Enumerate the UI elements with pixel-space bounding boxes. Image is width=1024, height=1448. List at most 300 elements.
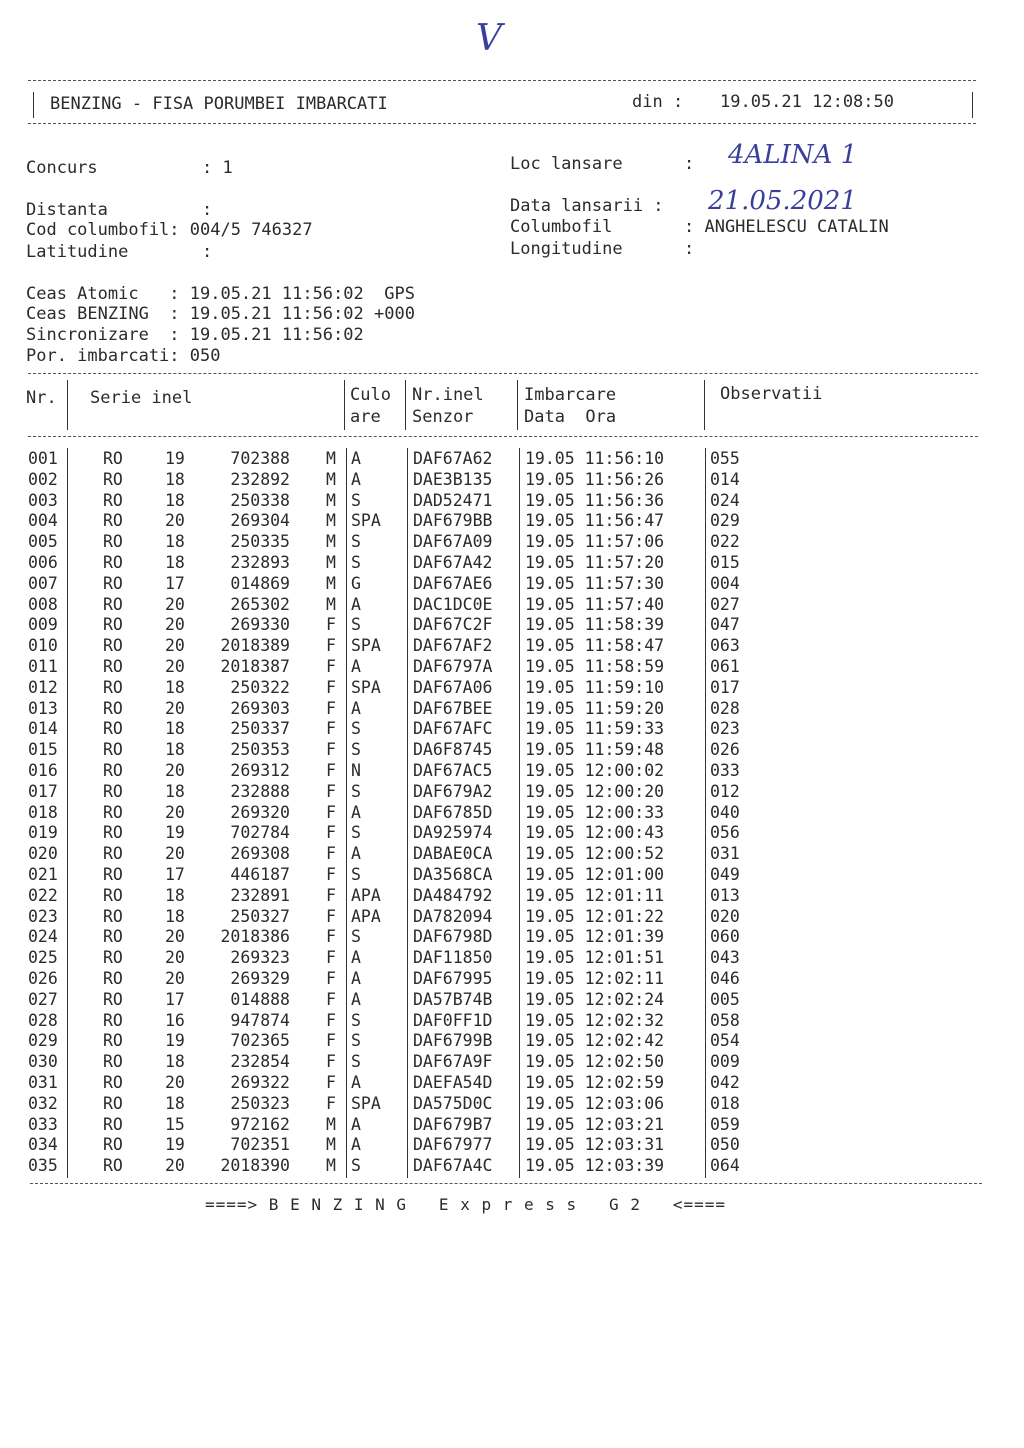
row-sensor: DAF679A2	[413, 781, 493, 801]
row-nr: 035	[28, 1156, 58, 1176]
row-time: 19.05 11:57:06	[525, 532, 665, 552]
table-row	[0, 448, 1024, 469]
row-obs: 042	[710, 1073, 740, 1092]
row-time: 19.05 12:01:22	[525, 906, 665, 926]
row-country: RO	[103, 865, 123, 884]
row-ring: 250335	[230, 532, 290, 552]
row-year: 18	[165, 906, 185, 926]
row-color: A	[351, 449, 361, 468]
table-row	[0, 760, 1024, 781]
row-sensor: DAF6799B	[413, 1031, 493, 1051]
row-color: G	[351, 573, 361, 593]
row-color: SPA	[351, 636, 381, 656]
header-sep-imbarcare	[704, 380, 705, 430]
row-year: 19	[165, 1135, 185, 1155]
row-country: RO	[103, 532, 123, 552]
row-ring: 269312	[230, 761, 290, 780]
row-obs: 027	[710, 594, 740, 614]
row-obs: 017	[710, 677, 740, 697]
header-right-border	[972, 92, 973, 118]
row-nr: 018	[28, 802, 58, 822]
row-sex: M	[326, 594, 336, 614]
row-sensor: DAE3B135	[413, 469, 493, 489]
row-year: 20	[165, 927, 185, 947]
row-color: S	[351, 781, 361, 801]
row-ring: 232854	[230, 1052, 290, 1072]
row-color: A	[351, 844, 361, 864]
row-time: 19.05 12:02:59	[525, 1073, 665, 1092]
row-ring: 269308	[230, 844, 290, 864]
col-header-senzor: Senzor	[412, 407, 474, 427]
row-country: RO	[103, 698, 123, 718]
table-row	[0, 531, 1024, 552]
row-color: APA	[351, 906, 381, 926]
row-ring: 265302	[230, 594, 290, 614]
data-lansarii-label: Data lansarii :	[510, 196, 664, 216]
row-time: 19.05 12:00:20	[525, 781, 665, 801]
row-ring: 250353	[230, 740, 290, 760]
row-obs: 063	[710, 636, 740, 656]
row-obs: 060	[710, 927, 740, 947]
table-row	[0, 802, 1024, 823]
row-sensor: DAF679B7	[413, 1114, 493, 1134]
row-ring: 250337	[230, 719, 290, 739]
table-row	[0, 656, 1024, 677]
row-country: RO	[103, 1010, 123, 1030]
row-nr: 028	[28, 1010, 58, 1030]
row-country: RO	[103, 989, 123, 1009]
row-year: 18	[165, 677, 185, 697]
row-year: 18	[165, 490, 185, 510]
row-sensor: DAF67A9F	[413, 1052, 493, 1072]
row-time: 19.05 11:57:40	[525, 594, 665, 614]
row-color: S	[351, 823, 361, 843]
row-obs: 040	[710, 802, 740, 822]
table-row	[0, 864, 1024, 885]
col-header-observatii: Observatii	[720, 384, 823, 404]
row-sex: M	[326, 511, 336, 531]
row-obs: 020	[710, 906, 740, 926]
col-header-imbarcare: Imbarcare	[524, 385, 617, 405]
row-time: 19.05 12:00:52	[525, 844, 665, 864]
din-label: din :	[632, 92, 684, 112]
row-color: A	[351, 1114, 361, 1134]
row-country: RO	[103, 969, 123, 988]
row-sex: M	[326, 1156, 336, 1176]
row-sex: F	[326, 844, 336, 864]
row-ring: 232891	[230, 885, 290, 905]
row-country: RO	[103, 1031, 123, 1051]
row-country: RO	[103, 490, 123, 510]
row-time: 19.05 11:58:39	[525, 615, 665, 635]
row-ring: 269322	[230, 1073, 290, 1092]
document-title: BENZING - FISA PORUMBEI IMBARCATI	[50, 94, 388, 114]
row-sensor: DAF67A06	[413, 677, 493, 697]
row-sensor: DAF67AFC	[413, 719, 493, 739]
row-nr: 030	[28, 1052, 58, 1072]
row-sensor: DA782094	[413, 906, 493, 926]
body-sep-culo-right	[407, 448, 408, 1178]
sincronizare: Sincronizare : 19.05.21 11:56:02	[26, 325, 364, 345]
row-color: A	[351, 989, 361, 1009]
row-country: RO	[103, 781, 123, 801]
row-country: RO	[103, 1093, 123, 1113]
loc-lansare-label: Loc lansare	[510, 154, 623, 174]
row-time: 19.05 11:58:47	[525, 636, 665, 656]
header-sep-serie	[344, 380, 345, 430]
table-row	[0, 926, 1024, 947]
row-obs: 015	[710, 553, 740, 572]
col-header-nrinel: Nr.inel	[412, 385, 484, 405]
row-nr: 026	[28, 969, 58, 988]
row-country: RO	[103, 844, 123, 864]
row-color: S	[351, 719, 361, 739]
header-sep-nr	[67, 380, 68, 430]
row-ring: 269304	[230, 511, 290, 531]
row-country: RO	[103, 1156, 123, 1176]
concurs-label: Concurs	[26, 158, 98, 178]
row-year: 18	[165, 469, 185, 489]
row-sex: F	[326, 802, 336, 822]
row-ring: 269323	[230, 948, 290, 968]
row-nr: 002	[28, 469, 58, 489]
row-year: 18	[165, 781, 185, 801]
row-ring: 014869	[230, 573, 290, 593]
row-nr: 020	[28, 844, 58, 864]
row-year: 20	[165, 1156, 185, 1176]
row-sensor: DAF0FF1D	[413, 1010, 493, 1030]
row-sensor: DAF6785D	[413, 802, 493, 822]
row-nr: 008	[28, 594, 58, 614]
row-sensor: DAF67A09	[413, 532, 493, 552]
row-time: 19.05 12:01:11	[525, 885, 665, 905]
row-color: S	[351, 927, 361, 947]
table-row	[0, 1114, 1024, 1135]
row-sex: M	[326, 469, 336, 489]
row-time: 19.05 12:00:33	[525, 802, 665, 822]
row-sensor: DAF67995	[413, 969, 493, 988]
row-obs: 056	[710, 823, 740, 843]
handwritten-mark: V	[476, 18, 502, 59]
row-nr: 019	[28, 823, 58, 843]
row-year: 18	[165, 532, 185, 552]
row-sensor: DA3568CA	[413, 865, 493, 884]
row-sensor: DAEFA54D	[413, 1073, 493, 1092]
row-ring: 972162	[230, 1114, 290, 1134]
row-sensor: DA925974	[413, 823, 493, 843]
row-nr: 025	[28, 948, 58, 968]
row-sex: F	[326, 885, 336, 905]
row-ring: 014888	[230, 989, 290, 1009]
row-nr: 032	[28, 1093, 58, 1113]
row-obs: 064	[710, 1156, 740, 1176]
row-time: 19.05 12:03:39	[525, 1156, 665, 1176]
row-color: A	[351, 1073, 361, 1092]
row-color: S	[351, 1052, 361, 1072]
table-row	[0, 469, 1024, 490]
body-sep-culo-left	[346, 448, 347, 1178]
row-nr: 011	[28, 657, 58, 676]
handwritten-launch-date: 21.05.2021	[708, 186, 857, 216]
row-sex: F	[326, 948, 336, 968]
row-obs: 055	[710, 449, 740, 468]
row-year: 20	[165, 948, 185, 968]
row-time: 19.05 12:02:32	[525, 1010, 665, 1030]
table-row	[0, 614, 1024, 635]
table-row	[0, 594, 1024, 615]
row-sex: F	[326, 1052, 336, 1072]
row-ring: 2018387	[220, 657, 290, 676]
row-year: 20	[165, 511, 185, 531]
table-row	[0, 698, 1024, 719]
col-header-data-ora: Data Ora	[524, 407, 617, 427]
row-obs: 059	[710, 1114, 740, 1134]
footer-banner: ====> B E N Z I N G E x p r e s s G 2 <====	[205, 1195, 727, 1214]
cod-columbofil: Cod columbofil: 004/5 746327	[26, 220, 313, 240]
latitudine-sep: :	[202, 242, 213, 262]
header-top-border	[28, 80, 976, 81]
row-country: RO	[103, 885, 123, 905]
row-color: S	[351, 1031, 361, 1051]
row-time: 19.05 12:03:31	[525, 1135, 665, 1155]
header-sep-culo	[405, 380, 406, 430]
table-row	[0, 781, 1024, 802]
row-nr: 015	[28, 740, 58, 760]
row-sex: M	[326, 1114, 336, 1134]
row-year: 20	[165, 844, 185, 864]
row-sex: F	[326, 719, 336, 739]
row-sex: M	[326, 553, 336, 572]
table-header-bottom-border	[28, 436, 978, 437]
row-color: A	[351, 657, 361, 676]
row-sex: M	[326, 449, 336, 468]
row-obs: 029	[710, 511, 740, 531]
row-country: RO	[103, 719, 123, 739]
row-color: SPA	[351, 1093, 381, 1113]
row-nr: 016	[28, 761, 58, 780]
row-nr: 001	[28, 449, 58, 468]
row-time: 19.05 11:56:36	[525, 490, 665, 510]
row-nr: 029	[28, 1031, 58, 1051]
row-year: 19	[165, 1031, 185, 1051]
row-color: APA	[351, 885, 381, 905]
row-ring: 269320	[230, 802, 290, 822]
row-country: RO	[103, 740, 123, 760]
row-obs: 047	[710, 615, 740, 635]
row-sex: F	[326, 865, 336, 884]
ceas-benzing: Ceas BENZING : 19.05.21 11:56:02 +000	[26, 304, 415, 324]
row-country: RO	[103, 823, 123, 843]
row-nr: 024	[28, 927, 58, 947]
row-year: 18	[165, 719, 185, 739]
row-color: A	[351, 469, 361, 489]
table-row	[0, 718, 1024, 739]
row-time: 19.05 11:58:59	[525, 657, 665, 676]
row-time: 19.05 12:01:39	[525, 927, 665, 947]
row-sensor: DABAE0CA	[413, 844, 493, 864]
row-ring: 269330	[230, 615, 290, 635]
row-sensor: DAF67AE6	[413, 573, 493, 593]
row-ring: 232892	[230, 469, 290, 489]
table-row	[0, 906, 1024, 927]
distanta-sep: :	[202, 200, 213, 220]
concurs-value: : 1	[202, 158, 233, 178]
row-time: 19.05 11:57:20	[525, 553, 665, 572]
row-color: S	[351, 615, 361, 635]
row-ring: 250323	[230, 1093, 290, 1113]
row-color: S	[351, 740, 361, 760]
row-color: A	[351, 1135, 361, 1155]
table-row	[0, 1155, 1024, 1176]
row-sensor: DAF679BB	[413, 511, 493, 531]
row-sex: F	[326, 1010, 336, 1030]
row-nr: 006	[28, 553, 58, 572]
row-sensor: DAF67A4C	[413, 1156, 493, 1176]
row-sex: F	[326, 969, 336, 988]
table-row	[0, 989, 1024, 1010]
columbofil-value: : ANGHELESCU CATALIN	[684, 217, 889, 237]
row-ring: 446187	[230, 865, 290, 884]
row-obs: 061	[710, 657, 740, 676]
row-year: 20	[165, 636, 185, 656]
table-row	[0, 822, 1024, 843]
table-row	[0, 739, 1024, 760]
row-color: S	[351, 1156, 361, 1176]
table-row	[0, 490, 1024, 511]
table-row	[0, 552, 1024, 573]
row-sensor: DAF11850	[413, 948, 493, 968]
row-obs: 058	[710, 1010, 740, 1030]
row-year: 20	[165, 761, 185, 780]
row-ring: 269329	[230, 969, 290, 988]
row-sex: F	[326, 677, 336, 697]
row-country: RO	[103, 657, 123, 676]
row-ring: 269303	[230, 698, 290, 718]
body-sep-senzor	[519, 448, 520, 1178]
row-time: 19.05 12:02:50	[525, 1052, 665, 1072]
row-sensor: DAD52471	[413, 490, 493, 510]
row-time: 19.05 11:59:48	[525, 740, 665, 760]
row-nr: 034	[28, 1135, 58, 1155]
row-country: RO	[103, 1114, 123, 1134]
row-time: 19.05 12:02:11	[525, 969, 665, 988]
row-nr: 010	[28, 636, 58, 656]
row-country: RO	[103, 594, 123, 614]
row-sensor: DAF67BEE	[413, 698, 493, 718]
row-country: RO	[103, 449, 123, 468]
row-ring: 250327	[230, 906, 290, 926]
table-row	[0, 1051, 1024, 1072]
loc-lansare-sep: :	[684, 154, 695, 174]
row-nr: 017	[28, 781, 58, 801]
row-year: 17	[165, 573, 185, 593]
row-color: S	[351, 865, 361, 884]
row-sex: F	[326, 740, 336, 760]
row-sensor: DAF67A42	[413, 553, 493, 572]
row-time: 19.05 12:01:00	[525, 865, 665, 884]
row-obs: 050	[710, 1135, 740, 1155]
row-sex: M	[326, 573, 336, 593]
row-sensor: DAF67977	[413, 1135, 493, 1155]
row-country: RO	[103, 553, 123, 572]
row-time: 19.05 12:02:42	[525, 1031, 665, 1051]
row-color: A	[351, 948, 361, 968]
table-row	[0, 1030, 1024, 1051]
row-obs: 049	[710, 865, 740, 884]
col-header-are: are	[350, 407, 381, 427]
row-color: SPA	[351, 511, 381, 531]
row-year: 18	[165, 1093, 185, 1113]
row-sensor: DAF6798D	[413, 927, 493, 947]
row-ring: 702784	[230, 823, 290, 843]
row-nr: 004	[28, 511, 58, 531]
row-sex: F	[326, 1093, 336, 1113]
row-time: 19.05 11:59:33	[525, 719, 665, 739]
table-row	[0, 677, 1024, 698]
row-time: 19.05 12:03:06	[525, 1093, 665, 1113]
row-obs: 022	[710, 532, 740, 552]
row-nr: 009	[28, 615, 58, 635]
row-year: 20	[165, 594, 185, 614]
col-header-culo: Culo	[350, 385, 391, 405]
row-country: RO	[103, 761, 123, 780]
table-row	[0, 843, 1024, 864]
table-row	[0, 1093, 1024, 1114]
row-sex: F	[326, 698, 336, 718]
row-sensor: DAF67A62	[413, 449, 493, 468]
row-year: 20	[165, 969, 185, 988]
row-sex: M	[326, 490, 336, 510]
row-time: 19.05 11:56:47	[525, 511, 665, 531]
row-country: RO	[103, 906, 123, 926]
row-country: RO	[103, 636, 123, 656]
table-row	[0, 635, 1024, 656]
row-time: 19.05 11:57:30	[525, 573, 665, 593]
row-time: 19.05 12:02:24	[525, 989, 665, 1009]
row-sex: M	[326, 1135, 336, 1155]
row-sensor: DAF67AF2	[413, 636, 493, 656]
row-color: N	[351, 761, 361, 780]
row-obs: 026	[710, 740, 740, 760]
row-nr: 005	[28, 532, 58, 552]
row-nr: 023	[28, 906, 58, 926]
table-row	[0, 510, 1024, 531]
row-year: 17	[165, 865, 185, 884]
body-sep-imbarcare	[705, 448, 706, 1178]
row-sex: F	[326, 1073, 336, 1092]
row-ring: 2018386	[220, 927, 290, 947]
row-obs: 028	[710, 698, 740, 718]
row-country: RO	[103, 573, 123, 593]
row-color: S	[351, 553, 361, 572]
handwritten-launch-place: 4ALINA 1	[728, 140, 858, 170]
row-sensor: DA575D0C	[413, 1093, 493, 1113]
row-nr: 012	[28, 677, 58, 697]
header-left-border	[33, 92, 34, 118]
distanta-label: Distanta	[26, 200, 108, 220]
row-year: 18	[165, 740, 185, 760]
row-country: RO	[103, 511, 123, 531]
row-obs: 013	[710, 885, 740, 905]
row-obs: 018	[710, 1093, 740, 1113]
row-ring: 2018390	[220, 1156, 290, 1176]
row-country: RO	[103, 1073, 123, 1092]
row-nr: 013	[28, 698, 58, 718]
row-sensor: DAF67C2F	[413, 615, 493, 635]
row-sensor: DA6F8745	[413, 740, 493, 760]
row-ring: 232888	[230, 781, 290, 801]
row-obs: 023	[710, 719, 740, 739]
